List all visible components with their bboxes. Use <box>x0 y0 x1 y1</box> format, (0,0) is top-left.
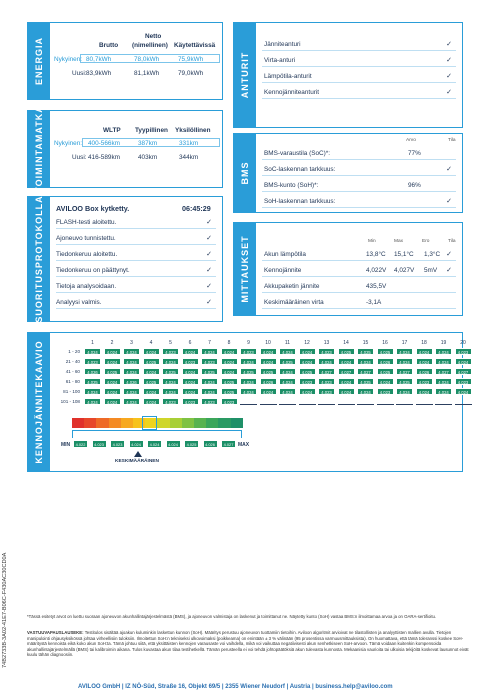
legend-max-label: MAX <box>238 442 250 448</box>
cell-voltage: 4.025 <box>338 348 355 355</box>
protokolla-row <box>56 247 216 261</box>
mittaukset-col-status: Tila <box>448 239 456 244</box>
cell-voltage: 4.024 <box>279 378 296 385</box>
grid-column-header: 6 <box>188 340 192 346</box>
mittaukset-min: 13,8°C <box>366 251 386 258</box>
disclaimer <box>27 630 475 658</box>
mittaukset-max: 4,027V <box>394 267 415 274</box>
cell-voltage: 4.024 <box>299 358 316 365</box>
cell-voltage: 4.024 <box>338 388 355 395</box>
cell-voltage: 4.026 <box>123 378 140 385</box>
check-icon: ✓ <box>446 198 452 205</box>
energia-panel <box>27 22 223 100</box>
energia-cell: 83,9kWh <box>86 70 112 77</box>
legend-value: 4.027 <box>221 440 236 448</box>
cell-voltage: 4.025 <box>279 358 296 365</box>
cell-voltage: 4.024 <box>299 348 316 355</box>
cell-voltage: 4.025 <box>143 378 160 385</box>
grid-column-header: 8 <box>227 340 231 346</box>
legend-value: 4.025 <box>184 440 199 448</box>
anturit-row <box>262 37 456 51</box>
average-marker-icon <box>134 451 142 457</box>
protokolla-sidebar <box>28 197 50 321</box>
cell-voltage: 4.023 <box>455 348 472 355</box>
bms-row <box>262 194 456 208</box>
footnote: *Tässä esitetyt arvot on luettu suoraan ajoneuvon akunhallintajärjestelmästä (BMS), ja ajoneuvon valmistaja on laskenut ja toimittanut ne. Näytetty kunto (SoH) vastaa BMS:n ilmoittamaa arvoa ja on OARA-sertifioitu. <box>27 614 437 619</box>
energia-row-label: Nykyinen: <box>54 56 83 63</box>
color-scale-step <box>109 418 121 428</box>
cell-voltage: 4.024 <box>143 388 160 395</box>
cell-voltage: 4.024 <box>240 358 257 365</box>
cell-voltage: 4.024 <box>240 388 257 395</box>
cell-voltage: 4.024 <box>84 348 101 355</box>
grid-column-header: 13 <box>323 340 330 346</box>
cell-voltage: 4.026 <box>377 358 394 365</box>
grid-column-header: 20 <box>460 340 466 346</box>
cell-voltage: 4.024 <box>123 348 140 355</box>
legend-value: 4.022 <box>73 440 88 448</box>
cell-voltage: 4.023 <box>299 378 316 385</box>
grid-row-label: 21 - 40 <box>65 359 80 364</box>
cell-empty <box>455 398 472 405</box>
cell-empty <box>357 398 374 405</box>
grid-column-header: 16 <box>382 340 388 346</box>
grid-row-label: 1 - 20 <box>68 349 80 354</box>
mittaukset-col-max: Max <box>394 239 404 244</box>
cell-voltage: 4.023 <box>162 348 179 355</box>
check-icon: ✓ <box>206 219 212 226</box>
cell-voltage: 4.025 <box>260 368 277 375</box>
cell-voltage: 4.025 <box>377 348 394 355</box>
cell-voltage: 4.024 <box>221 348 238 355</box>
color-scale-step <box>84 418 96 428</box>
energia-row-label: Uusi: <box>72 70 87 77</box>
protokolla-item: Tietoja analysoidaan. <box>56 283 117 290</box>
grid-column-header: 1 <box>91 340 94 346</box>
cell-voltage: 4.024 <box>182 368 199 375</box>
cell-voltage: 4.026 <box>260 378 277 385</box>
anturit-row <box>262 53 456 67</box>
mittaukset-row <box>262 279 456 293</box>
cell-voltage: 4.024 <box>221 368 238 375</box>
cell-voltage: 4.024 <box>396 348 413 355</box>
cell-voltage: 4.023 <box>182 358 199 365</box>
cell-voltage: 4.024 <box>84 398 101 405</box>
disclaimer-text: Testitulos sisältää ajoakun kuluminkin laskettun kunnon (SoH). Määritys perustuu ajoneuvon tuottamiin tietoihin. Aviloon algoritmit arvioivat ne tilastollisten ja analyyttisten mallien avulla. Tietojen manipulointi ohjausyksikössä johtaa virheellisiin tuloksiin. Ilmoitettun SoH:n tekniseksi ulkovoimaksi (poikkeama) on enintään ± 3 % välinään (95 prosentissa varmuusmittauksista). On huomattava, että tämä toleranssi koskee SoH-määritystä kennoista eikä koko akun SoH:ta. Tämä johtuu siitä, että yksittäisten kennojen varausaste voi vaihdella, mikä voi vaikuttaa negatiivisesti akun senhetkiseen SoH-arvoon. Tämä voidaan kuitenkin kompensoida akunhallintajärjestelmällä (BMS) tai kalibroimin aikana. Tulos kuvastaa akun tilaa testihetkellä. Tämän perusteella ei voi tehdä johtopäätöksiä akun tulevasta kunnosta. Mekaanisia vaurioita tai ulkoisia tekijöitä koskevat lausunnot eivät kuulu tähän diagnoosiin. <box>27 630 469 658</box>
cell-voltage: 4.025 <box>377 368 394 375</box>
color-scale-step <box>157 418 169 428</box>
check-icon: ✓ <box>446 73 452 80</box>
energia-cell: 80,7kWh <box>86 56 112 63</box>
cell-voltage: 4.024 <box>260 348 277 355</box>
cell-voltage: 4.024 <box>123 358 140 365</box>
protokolla-heading: AVILOO Box kytketty. <box>56 204 130 213</box>
range-cell: 416-589km <box>88 154 120 161</box>
check-icon: ✓ <box>206 251 212 258</box>
cell-voltage: 4.024 <box>182 378 199 385</box>
mittaukset-row <box>262 295 456 309</box>
cell-voltage: 4.024 <box>143 368 160 375</box>
protokolla-row <box>56 279 216 293</box>
grid-column-header: 12 <box>304 340 310 346</box>
bms-row <box>262 178 456 192</box>
cell-voltage: 4.024 <box>279 348 296 355</box>
cell-voltage: 4.024 <box>279 368 296 375</box>
color-scale-step <box>182 418 194 428</box>
mittaukset-max: 15,1°C <box>394 251 414 258</box>
cell-empty <box>240 398 257 405</box>
grid-row-label: 101 - 108 <box>60 399 80 404</box>
cell-empty <box>299 398 316 405</box>
color-scale-step <box>194 418 206 428</box>
protokolla-item: Ajoneuvo tunnistettu. <box>56 235 116 242</box>
grid-column-header: 11 <box>284 340 291 346</box>
energia-cell: 81,1kWh <box>134 70 160 77</box>
range-col-typical: Tyypillinen <box>135 127 168 134</box>
cell-voltage: 4.023 <box>416 378 433 385</box>
cell-voltage: 4.023 <box>240 348 257 355</box>
mittaukset-min: 435,5V <box>366 283 387 290</box>
cell-voltage: 4.024 <box>104 388 121 395</box>
legend-min-label: MIN <box>61 442 71 448</box>
protokolla-row <box>56 231 216 245</box>
range-col-excellent: Yksilöllinen <box>175 127 211 134</box>
protokolla-panel <box>27 196 223 322</box>
energia-col-netto-2: (nimellinen) <box>132 42 168 49</box>
cell-voltage: 4.023 <box>318 378 335 385</box>
anturit-item: Virta-anturi <box>264 57 296 64</box>
cell-voltage: 4.025 <box>104 368 121 375</box>
cell-voltage: 4.027 <box>435 368 452 375</box>
legend-average-label: KESKIMÄÄRÄINEN <box>115 459 159 464</box>
mittaukset-min: -3,1A <box>366 299 382 306</box>
cell-voltage: 4.023 <box>221 398 238 405</box>
cell-voltage: 4.025 <box>162 368 179 375</box>
grid-row-label: 41 - 60 <box>65 369 80 374</box>
bms-value: 77% <box>408 150 421 157</box>
toimintamatka-sidebar <box>28 105 50 193</box>
check-icon: ✓ <box>446 267 452 274</box>
protokolla-item: Analyysi valmis. <box>56 299 102 306</box>
protokolla-row <box>56 295 216 309</box>
cell-voltage: 4.023 <box>201 398 218 405</box>
mittaukset-diff: 5mV <box>424 267 438 274</box>
document-serial: 74B2733B-3A02-41E7-B06C-F430AC30CD0A <box>2 552 8 668</box>
disclaimer-title: VASTUUVAPAUSLAUSEKE: <box>27 630 84 635</box>
cell-voltage: 4.027 <box>455 368 472 375</box>
footer-address: AVILOO GmbH | IZ NÖ-Süd, Straße 16, Objekt 69/5 | 2355 Wiener Neudorf | Austria | business.help@aviloo.com <box>78 684 393 690</box>
cell-voltage: 4.024 <box>104 398 121 405</box>
range-cell: 403km <box>138 154 158 161</box>
legend-value: 4.023 <box>92 440 107 448</box>
mittaukset-label: Keskimääräinen virta <box>264 299 324 306</box>
range-row-label: Uusi: <box>72 154 87 161</box>
mittaukset-min: 4,022V <box>366 267 387 274</box>
cell-voltage: 4.024 <box>240 378 257 385</box>
energia-cell: 78,0kWh <box>134 56 160 63</box>
range-row-label: Nykyinen: <box>54 140 83 147</box>
cell-voltage: 4.023 <box>182 398 199 405</box>
legend-highlight-frame <box>142 416 157 430</box>
cell-voltage: 4.024 <box>123 368 140 375</box>
check-icon: ✓ <box>206 299 212 306</box>
cell-voltage: 4.024 <box>84 388 101 395</box>
cell-voltage: 4.024 <box>143 398 160 405</box>
protokolla-item: Tiedonkeruu on päättynyt. <box>56 267 130 274</box>
cell-voltage: 4.024 <box>318 358 335 365</box>
cell-voltage: 4.024 <box>143 348 160 355</box>
cell-voltage: 4.025 <box>299 368 316 375</box>
kennot-title: KENNOJÄNNITEKAAVIO <box>34 340 44 464</box>
anturit-title: ANTURIT <box>240 51 250 99</box>
bms-label: BMS-varaustila (SoC)*: <box>264 150 331 157</box>
cell-voltage: 4.027 <box>338 368 355 375</box>
cell-voltage: 4.024 <box>123 398 140 405</box>
toimintamatka-title: TOIMINTAMATKA <box>34 105 44 193</box>
grid-column-header: 3 <box>130 340 133 346</box>
kennot-sidebar <box>28 333 50 471</box>
grid-row-label: 61 - 80 <box>65 379 80 384</box>
mittaukset-label: Kennojännite <box>264 267 302 274</box>
anturit-row <box>262 85 456 99</box>
legend-value: 4.023 <box>110 440 125 448</box>
cell-voltage: 4.024 <box>182 388 199 395</box>
bms-col-value: Arvo <box>406 138 416 143</box>
anturit-item: Kennojänniteanturit <box>264 89 320 96</box>
mittaukset-col-diff: Ero <box>422 239 430 244</box>
color-scale-step <box>206 418 218 428</box>
cell-voltage: 4.025 <box>357 378 374 385</box>
cell-empty <box>279 398 296 405</box>
cell-voltage: 4.024 <box>377 378 394 385</box>
color-scale-step <box>170 418 182 428</box>
color-scale-step <box>231 418 243 428</box>
cell-voltage: 4.024 <box>162 378 179 385</box>
grid-column-header: 4 <box>149 340 153 346</box>
cell-voltage: 4.027 <box>318 368 335 375</box>
grid-column-header: 2 <box>110 340 114 346</box>
energia-col-netto-1: Netto <box>145 33 162 40</box>
cell-voltage: 4.025 <box>396 378 413 385</box>
check-icon: ✓ <box>446 251 452 258</box>
cell-empty <box>416 398 433 405</box>
cell-empty <box>318 398 335 405</box>
bms-label: BMS-kunto (SoH)*: <box>264 182 319 189</box>
cell-voltage: 4.023 <box>84 358 101 365</box>
cell-voltage: 4.024 <box>123 388 140 395</box>
cell-voltage: 4.023 <box>377 388 394 395</box>
anturit-item: Lämpötila-anturit <box>264 73 312 80</box>
legend-value: 4.024 <box>147 440 162 448</box>
cell-voltage: 4.023 <box>318 388 335 395</box>
cell-voltage: 4.024 <box>435 388 452 395</box>
cell-voltage: 4.024 <box>162 358 179 365</box>
legend-bracket <box>72 430 242 438</box>
cell-voltage: 4.024 <box>357 388 374 395</box>
mittaukset-title: MITTAUKSET <box>240 235 250 303</box>
legend-value: 4.024 <box>129 440 144 448</box>
grid-column-header: 14 <box>343 340 349 346</box>
cell-empty <box>435 398 452 405</box>
protokolla-row <box>56 263 216 277</box>
bms-row <box>262 162 456 176</box>
energia-col-brutto: Brutto <box>99 42 119 49</box>
anturit-sidebar <box>234 23 256 127</box>
range-cell: 331km <box>179 140 199 147</box>
grid-column-header: 19 <box>440 340 447 346</box>
cell-voltage: 4.023 <box>201 358 218 365</box>
cell-voltage: 4.024 <box>162 388 179 395</box>
grid-column-header: 7 <box>208 340 211 346</box>
grid-column-header: 9 <box>247 340 250 346</box>
cell-voltage: 4.027 <box>357 368 374 375</box>
color-scale-step <box>121 418 133 428</box>
mittaukset-panel <box>233 222 463 316</box>
cell-voltage: 4.024 <box>104 378 121 385</box>
cell-voltage: 4.024 <box>104 358 121 365</box>
grid-column-header: 17 <box>401 340 408 346</box>
mittaukset-diff: 1,3°C <box>424 251 441 258</box>
toimintamatka-panel <box>27 105 223 193</box>
grid-column-header: 10 <box>265 340 271 346</box>
cell-voltage: 4.024 <box>299 388 316 395</box>
bms-row <box>262 146 456 160</box>
bms-value: 96% <box>408 182 421 189</box>
grid-column-header: 5 <box>169 340 172 346</box>
bms-title: BMS <box>240 161 250 185</box>
cell-voltage: 4.026 <box>416 368 433 375</box>
color-scale-step <box>72 418 84 428</box>
anturit-row <box>262 69 456 83</box>
cell-voltage: 4.024 <box>182 348 199 355</box>
check-icon: ✓ <box>446 41 452 48</box>
check-icon: ✓ <box>446 57 452 64</box>
cell-voltage: 4.024 <box>201 348 218 355</box>
protokolla-title: SUORITUSPROTOKOLLA <box>34 195 44 323</box>
mittaukset-row <box>262 247 456 261</box>
anturit-item: Jänniteanturi <box>264 41 301 48</box>
check-icon: ✓ <box>446 166 452 173</box>
cell-empty <box>260 398 277 405</box>
mittaukset-row <box>262 263 456 277</box>
bms-sidebar <box>234 134 256 212</box>
cell-voltage: 4.024 <box>416 388 433 395</box>
check-icon: ✓ <box>206 235 212 242</box>
protokolla-time: 06:45:29 <box>182 204 211 213</box>
grid-column-header: 15 <box>362 340 369 346</box>
check-icon: ✓ <box>446 89 452 96</box>
energia-cell: 79,0kWh <box>178 70 204 77</box>
cell-voltage: 4.024 <box>201 388 218 395</box>
cell-empty <box>377 398 394 405</box>
cell-voltage: 4.025 <box>221 378 238 385</box>
cell-voltage: 4.025 <box>143 358 160 365</box>
range-cell: 344km <box>179 154 199 161</box>
cell-voltage: 4.024 <box>338 378 355 385</box>
cell-empty <box>396 398 413 405</box>
color-scale-step <box>218 418 230 428</box>
cell-voltage: 4.024 <box>455 358 472 365</box>
anturit-panel <box>233 22 463 128</box>
cell-voltage: 4.024 <box>201 378 218 385</box>
cell-voltage: 4.027 <box>396 368 413 375</box>
legend-value: 4.024 <box>166 440 181 448</box>
bms-panel <box>233 133 463 213</box>
protokolla-item: FLASH-testi aloitettu. <box>56 219 117 226</box>
bms-label: SoH-laskennan tarkkuus: <box>264 198 336 205</box>
cell-voltage: 4.024 <box>396 358 413 365</box>
cell-voltage: 4.026 <box>84 368 101 375</box>
cell-voltage: 4.024 <box>279 388 296 395</box>
protokolla-row <box>56 215 216 229</box>
cell-voltage: 4.024 <box>221 358 238 365</box>
energia-col-kaytettavissa: Käytettävissä <box>174 42 216 49</box>
protokolla-item: Tiedonkeruu aloitettu. <box>56 251 118 258</box>
cell-voltage: 4.023 <box>162 398 179 405</box>
cell-voltage: 4.024 <box>104 348 121 355</box>
cell-voltage: 4.025 <box>84 378 101 385</box>
cell-voltage: 4.024 <box>435 378 452 385</box>
cell-empty <box>338 398 355 405</box>
cell-voltage: 4.024 <box>396 388 413 395</box>
range-cell: 387km <box>138 140 158 147</box>
cell-voltage: 4.024 <box>455 388 472 395</box>
cell-voltage: 4.025 <box>221 388 238 395</box>
cell-voltage: 4.024 <box>260 388 277 395</box>
mittaukset-label: Akkupaketin jännite <box>264 283 320 290</box>
cell-voltage: 4.025 <box>201 368 218 375</box>
cell-voltage: 4.024 <box>260 358 277 365</box>
mittaukset-sidebar <box>234 223 256 315</box>
cell-voltage: 4.024 <box>416 358 433 365</box>
energia-title: ENERGIA <box>34 36 44 86</box>
mittaukset-label: Akun lämpötila <box>264 251 306 258</box>
legend-value: 4.026 <box>203 440 218 448</box>
cell-voltage: 4.025 <box>240 368 257 375</box>
cell-voltage: 4.025 <box>357 348 374 355</box>
grid-column-header: 18 <box>421 340 427 346</box>
mittaukset-col-min: Min <box>368 239 376 244</box>
grid-row-label: 81 - 100 <box>63 389 80 394</box>
cell-voltage: 4.024 <box>416 348 433 355</box>
bms-col-status: Tila <box>448 138 456 143</box>
cell-voltage: 4.023 <box>318 348 335 355</box>
range-col-wltp: WLTP <box>103 127 121 134</box>
check-icon: ✓ <box>206 283 212 290</box>
cell-voltage: 4.024 <box>338 358 355 365</box>
bms-label: SoC-laskennan tarkkuus: <box>264 166 336 173</box>
cell-voltage: 4.024 <box>357 358 374 365</box>
cell-voltage: 4.023 <box>455 378 472 385</box>
cell-voltage: 4.024 <box>435 348 452 355</box>
energia-sidebar <box>28 23 50 99</box>
cell-voltage: 4.024 <box>435 358 452 365</box>
energia-cell: 75,9kWh <box>178 56 204 63</box>
check-icon: ✓ <box>206 267 212 274</box>
range-cell: 400-566km <box>88 140 120 147</box>
color-scale-step <box>96 418 108 428</box>
